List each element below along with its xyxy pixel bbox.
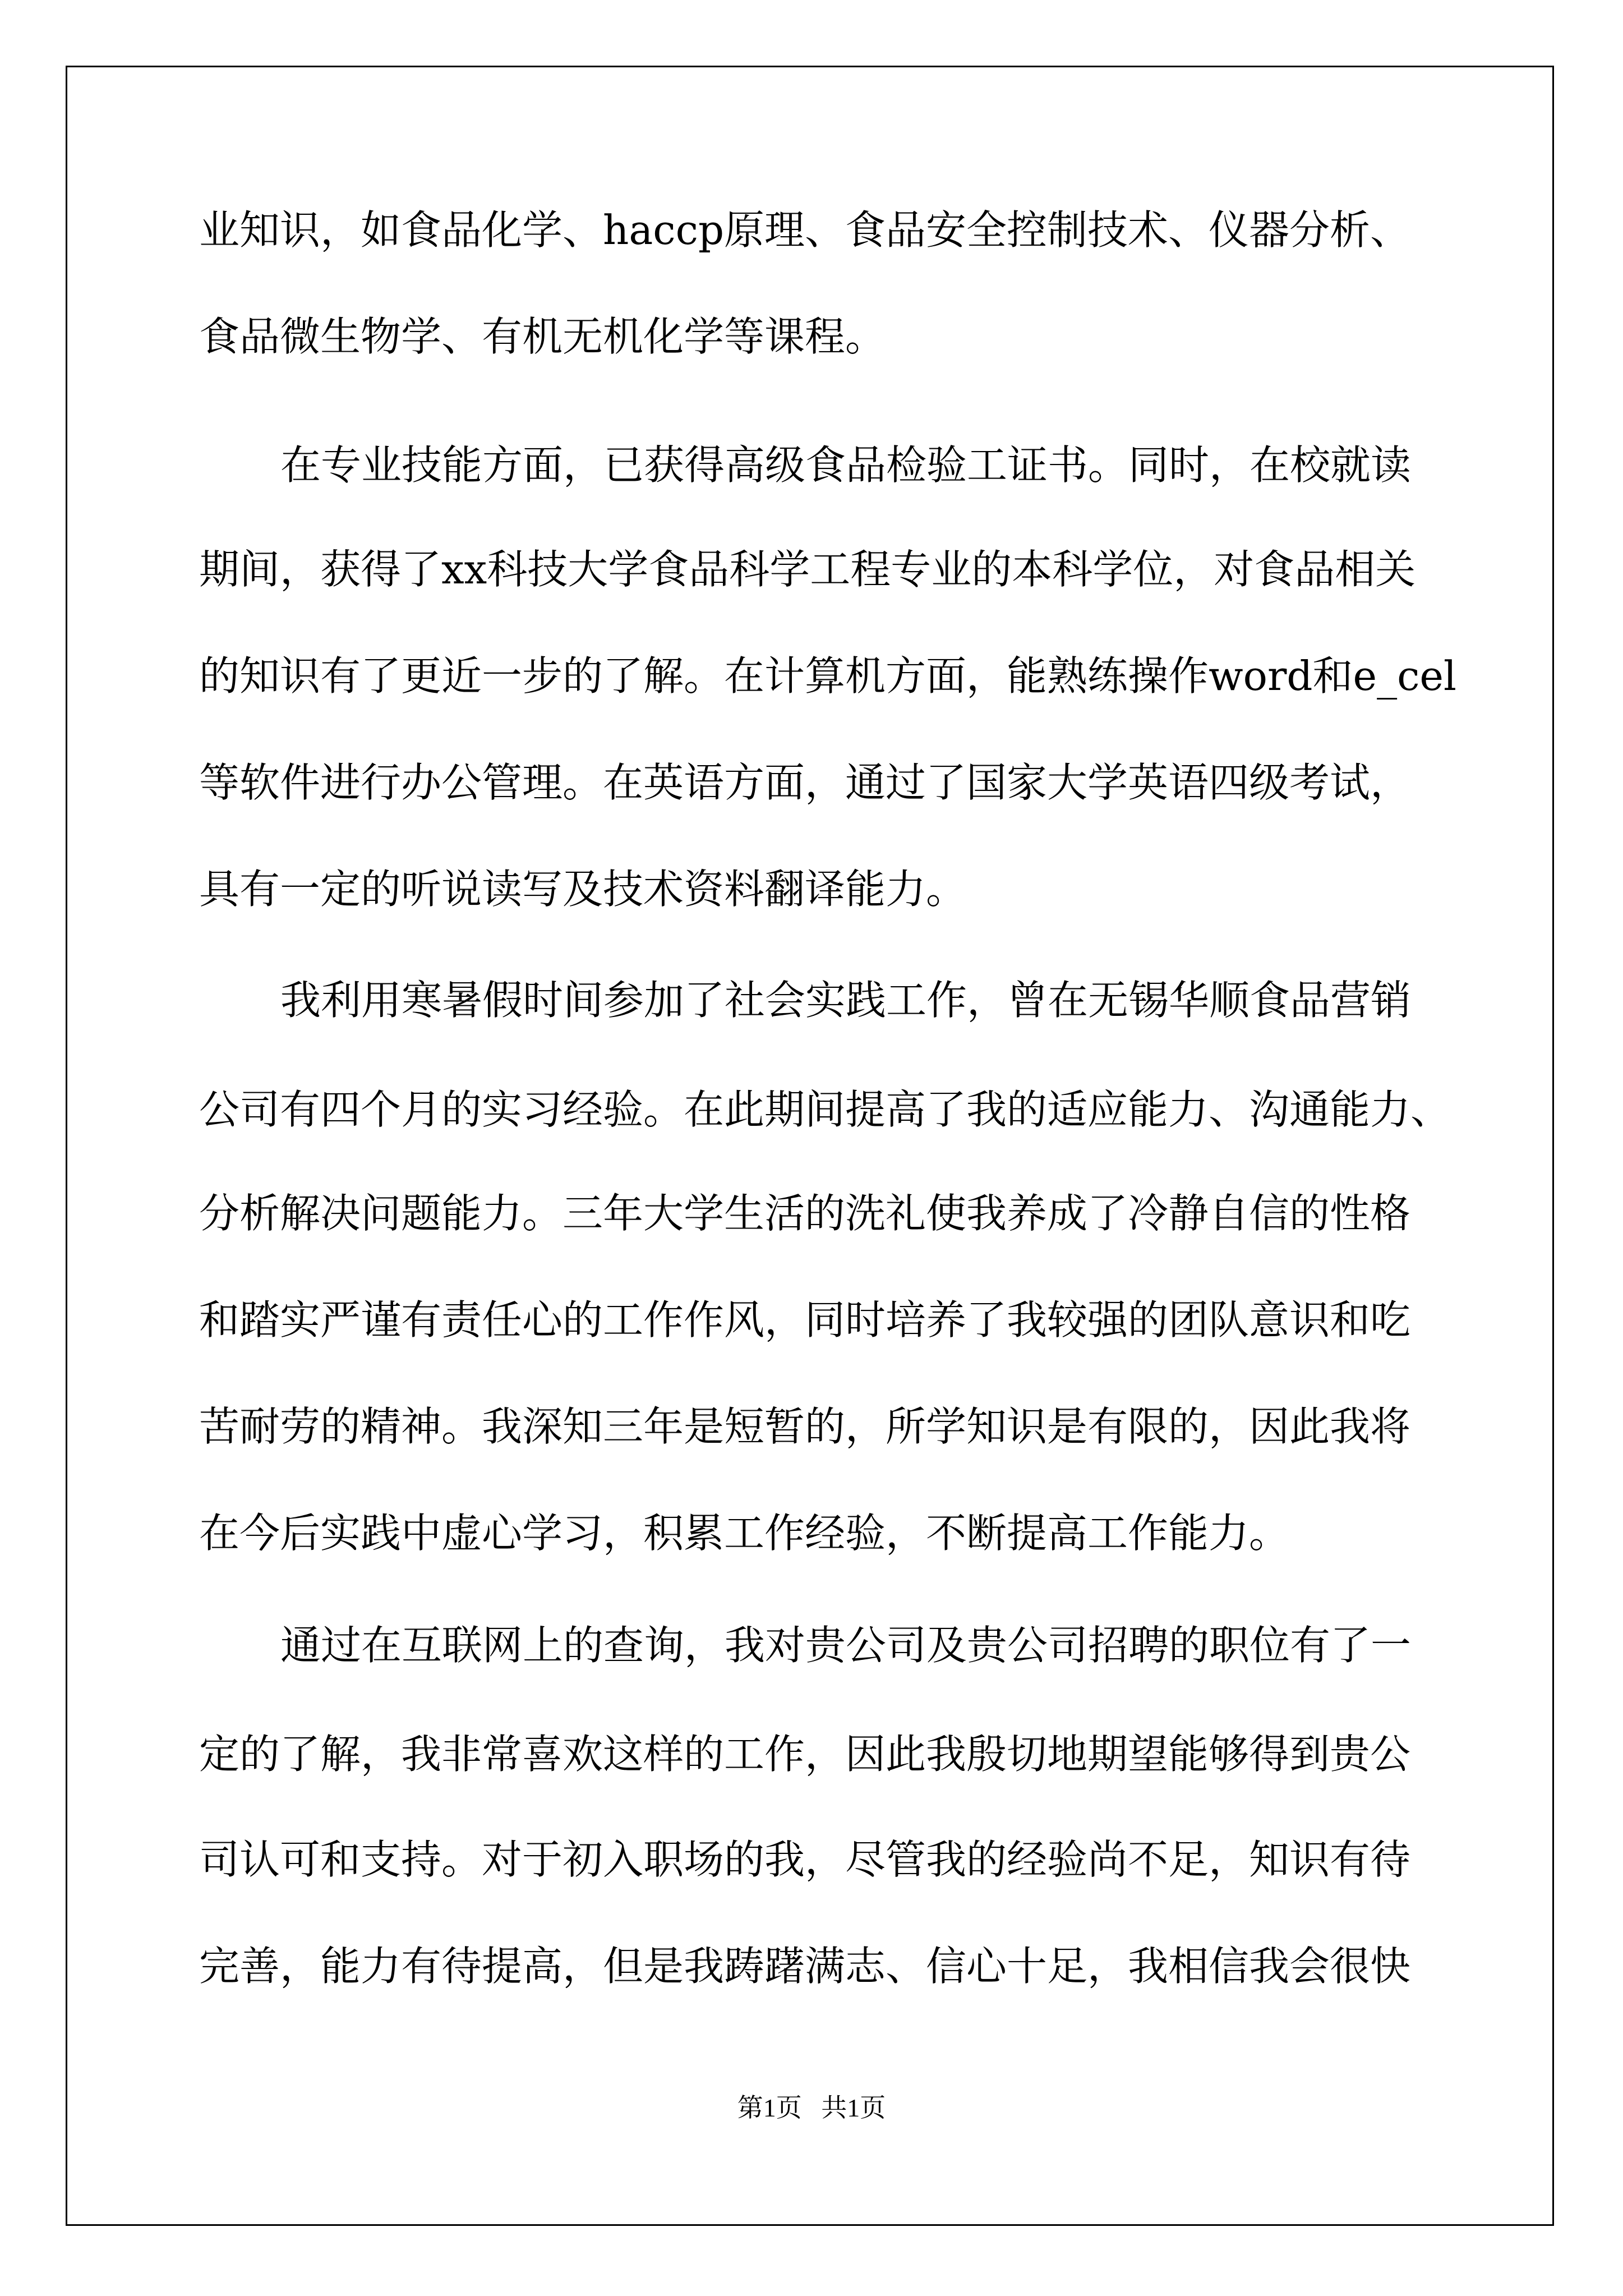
text-line: 在专业技能方面，已获得高级食品检验工证书。同时，在校就读 xyxy=(280,441,1412,489)
text-line: 定的了解，我非常喜欢这样的工作，因此我殷切地期望能够得到贵公 xyxy=(199,1731,1411,1778)
text-line: 食品微生物学、有机无机化学等课程。 xyxy=(199,313,886,360)
page-border xyxy=(66,66,1554,2226)
text-line: 等软件进行办公管理。在英语方面，通过了国家大学英语四级考试， xyxy=(199,759,1411,806)
text-line: 公司有四个月的实习经验。在此期间提高了我的适应能力、沟通能力、 xyxy=(199,1086,1451,1133)
text-line: 的知识有了更近一步的了解。在计算机方面，能熟练操作word和e_cel xyxy=(199,652,1457,700)
page-number: 第1页 共1页 xyxy=(737,2093,886,2122)
text-line: 通过在互联网上的查询，我对贵公司及贵公司招聘的职位有了一 xyxy=(280,1622,1412,1669)
text-line: 和踏实严谨有责任心的工作作风，同时培养了我较强的团队意识和吃 xyxy=(199,1296,1411,1343)
text-line: 业知识，如食品化学、haccp原理、食品安全控制技术、仪器分析、 xyxy=(199,206,1411,254)
text-line: 分析解决问题能力。三年大学生活的洗礼使我养成了冷静自信的性格 xyxy=(199,1190,1411,1237)
text-line: 具有一定的听说读写及技术资料翻译能力。 xyxy=(199,866,967,913)
text-line: 期间，获得了xx科技大学食品科学工程专业的本科学位，对食品相关 xyxy=(199,546,1416,593)
text-line: 我利用寒暑假时间参加了社会实践工作，曾在无锡华顺食品营销 xyxy=(280,977,1412,1024)
text-line: 苦耐劳的精神。我深知三年是短暂的，所学知识是有限的，因此我将 xyxy=(199,1403,1411,1450)
text-line: 在今后实践中虚心学习，积累工作经验，不断提高工作能力。 xyxy=(199,1510,1290,1557)
text-line: 司认可和支持。对于初入职场的我，尽管我的经验尚不足，知识有待 xyxy=(199,1836,1411,1883)
text-line: 完善，能力有待提高，但是我踌躇满志、信心十足，我相信我会很快 xyxy=(199,1943,1411,1990)
